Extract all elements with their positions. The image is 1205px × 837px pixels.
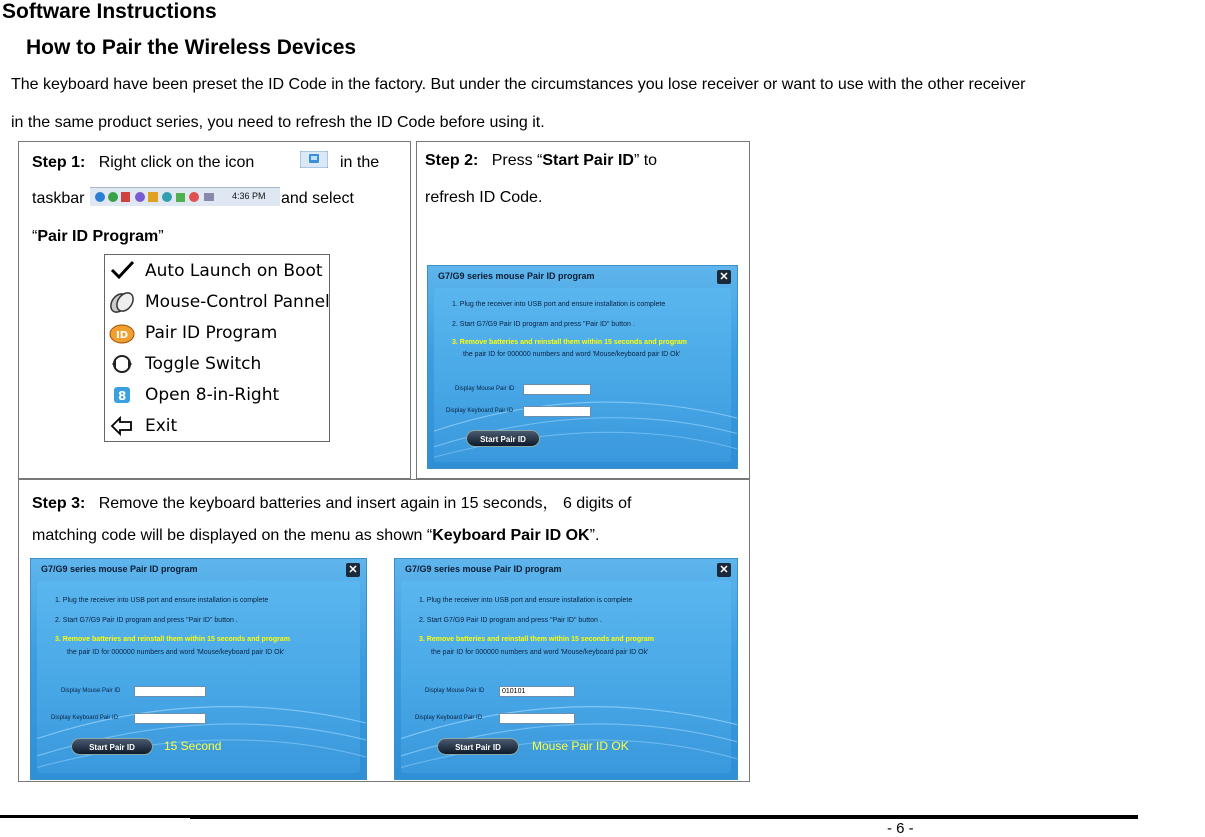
keyboard-pair-id-label: Display Keyboard Pair ID bbox=[415, 715, 483, 721]
menu-item-pair-id[interactable] bbox=[107, 319, 325, 347]
step1-text-a: Right click on the icon bbox=[98, 154, 255, 171]
start-pair-id-button[interactable]: Start Pair ID bbox=[437, 738, 519, 755]
footer-rule bbox=[190, 815, 1138, 819]
mouse-pair-id-label: Display Mouse Pair ID bbox=[425, 688, 485, 694]
menu-label: Exit bbox=[145, 416, 178, 436]
page-number: - 6 - bbox=[887, 820, 914, 837]
pair-id-icon bbox=[109, 321, 135, 345]
footer-rule-left bbox=[0, 815, 190, 818]
step3-line2 bbox=[32, 527, 599, 545]
menu-item-auto-launch[interactable] bbox=[107, 257, 325, 285]
checkmark-icon bbox=[109, 259, 135, 283]
keyboard-pair-id-label: Display Keyboard Pair ID bbox=[446, 408, 514, 414]
section-heading: How to Pair the Wireless Devices bbox=[26, 36, 357, 59]
menu-item-toggle-switch[interactable] bbox=[107, 350, 325, 378]
dialog-instruction-4: the pair ID for 000000 numbers and word 'Mouse/keyboard pair ID Ok' bbox=[431, 649, 649, 656]
step2-text-a: Press “ bbox=[491, 152, 543, 169]
step2-label: Step 2: bbox=[425, 152, 479, 169]
dialog-instruction-2: 2. Start G7/G9 Pair ID program and press "Pair ID" button . bbox=[55, 617, 238, 624]
step2-line2: refresh ID Code. bbox=[425, 189, 543, 206]
keyboard-pair-id-field[interactable] bbox=[523, 406, 591, 417]
dialog-title: G7/G9 series mouse Pair ID program bbox=[405, 564, 562, 574]
step1-line1 bbox=[32, 154, 254, 172]
menu-label: Pair ID Program bbox=[145, 323, 278, 343]
dialog-instruction-3: 3. Remove batteries and reinstall them within 15 seconds and program bbox=[55, 636, 290, 643]
step1-line3 bbox=[32, 228, 164, 246]
start-pair-id-button[interactable]: Start Pair ID bbox=[466, 430, 540, 447]
pair-ok-status: Mouse Pair ID OK bbox=[532, 739, 629, 753]
mouse-pair-id-field[interactable] bbox=[523, 384, 591, 395]
start-pair-id-button[interactable]: Start Pair ID bbox=[71, 738, 153, 755]
dialog-instruction-3: 3. Remove batteries and reinstall them within 15 seconds and program bbox=[452, 339, 687, 346]
close-icon[interactable]: ✕ bbox=[717, 563, 731, 577]
close-quote: ” bbox=[158, 228, 164, 245]
pair-id-dialog-countdown bbox=[30, 558, 367, 780]
taskbar-clock: 4:36 PM bbox=[232, 191, 266, 201]
step1-program-name: Pair ID Program bbox=[37, 228, 159, 245]
dialog-panel bbox=[37, 581, 360, 773]
keyboard-pair-id-field[interactable] bbox=[499, 713, 575, 724]
close-icon[interactable]: ✕ bbox=[717, 270, 731, 284]
mouse-pair-id-label: Display Mouse Pair ID bbox=[455, 386, 515, 392]
dialog-instruction-3: 3. Remove batteries and reinstall them within 15 seconds and program bbox=[419, 636, 654, 643]
menu-item-mouse-control[interactable] bbox=[107, 288, 330, 316]
step1-text-c: taskbar bbox=[32, 190, 85, 207]
menu-item-exit[interactable] bbox=[107, 412, 325, 440]
taskbar-tray bbox=[90, 187, 280, 206]
dialog-instruction-1: 1. Plug the receiver into USB port and ensure installation is complete bbox=[452, 301, 666, 308]
dialog-panel bbox=[401, 581, 731, 773]
keyboard-pair-id-field[interactable] bbox=[134, 713, 206, 724]
menu-label: Open 8-in-Right bbox=[145, 385, 280, 405]
menu-item-open[interactable] bbox=[107, 381, 325, 409]
keyboard-pair-id-label: Display Keyboard Pair ID bbox=[51, 715, 119, 721]
toggle-icon bbox=[109, 352, 135, 376]
step3-text-b: matching code will be displayed on the menu as shown “ bbox=[32, 527, 433, 544]
menu-label: Toggle Switch bbox=[145, 354, 262, 374]
dialog-instruction-2: 2. Start G7/G9 Pair ID program and press "Pair ID" button . bbox=[452, 321, 635, 328]
dialog-panel bbox=[434, 288, 731, 462]
svg-text:ID: ID bbox=[116, 330, 129, 341]
intro-text-line-2: in the same product series, you need to refresh the ID Code before using it. bbox=[11, 114, 545, 131]
dialog-instruction-1: 1. Plug the receiver into USB port and ensure installation is complete bbox=[419, 597, 633, 604]
menu-label: Mouse-Control Pannel bbox=[145, 292, 330, 312]
step2-button-name: Start Pair ID bbox=[542, 152, 634, 169]
step3-label: Step 3: bbox=[32, 495, 86, 512]
step2-text-b: ” to bbox=[633, 152, 658, 169]
mouse-pair-id-field[interactable]: 010101 bbox=[499, 686, 575, 697]
step1-text-b: in the bbox=[340, 154, 380, 171]
step3-ok-name: Keyboard Pair ID OK bbox=[432, 527, 590, 544]
dialog-title: G7/G9 series mouse Pair ID program bbox=[438, 271, 595, 281]
step1-text-d: and select bbox=[281, 190, 354, 207]
step3-text-c: ”. bbox=[589, 527, 600, 544]
pair-id-dialog bbox=[427, 265, 738, 469]
open-quote: “ bbox=[32, 228, 38, 245]
dialog-title: G7/G9 series mouse Pair ID program bbox=[41, 564, 198, 574]
step3-text-a: Remove the keyboard batteries and insert again in 15 seconds， 6 digits of bbox=[98, 495, 632, 512]
mouse-pair-id-label: Display Mouse Pair ID bbox=[61, 688, 121, 694]
page-heading: Software Instructions bbox=[2, 0, 217, 23]
countdown-status: 15 Second bbox=[164, 739, 222, 753]
mouse-icon bbox=[109, 290, 135, 314]
dialog-instruction-4: the pair ID for 000000 numbers and word 'Mouse/keyboard pair ID Ok' bbox=[67, 649, 285, 656]
exit-arrow-icon bbox=[109, 414, 135, 438]
tray-icon bbox=[300, 151, 328, 168]
dialog-instruction-2: 2. Start G7/G9 Pair ID program and press "Pair ID" button . bbox=[419, 617, 602, 624]
context-menu bbox=[104, 254, 330, 442]
menu-label: Auto Launch on Boot bbox=[145, 261, 323, 281]
step2-line1 bbox=[425, 152, 657, 170]
step1-label: Step 1: bbox=[32, 154, 86, 171]
pair-id-dialog-ok bbox=[394, 558, 738, 780]
close-icon[interactable]: ✕ bbox=[346, 563, 360, 577]
svg-text:8: 8 bbox=[118, 389, 127, 403]
mouse-pair-id-field[interactable] bbox=[134, 686, 206, 697]
step3-line1 bbox=[32, 490, 631, 513]
dialog-instruction-4: the pair ID for 000000 numbers and word 'Mouse/keyboard pair ID Ok' bbox=[463, 351, 681, 358]
dialog-instruction-1: 1. Plug the receiver into USB port and ensure installation is complete bbox=[55, 597, 269, 604]
intro-text-line-1: The keyboard have been preset the ID Code in the factory. But under the circumstances you lose receiver or want to use with the other receiver bbox=[11, 76, 1026, 93]
open-icon bbox=[109, 383, 135, 407]
